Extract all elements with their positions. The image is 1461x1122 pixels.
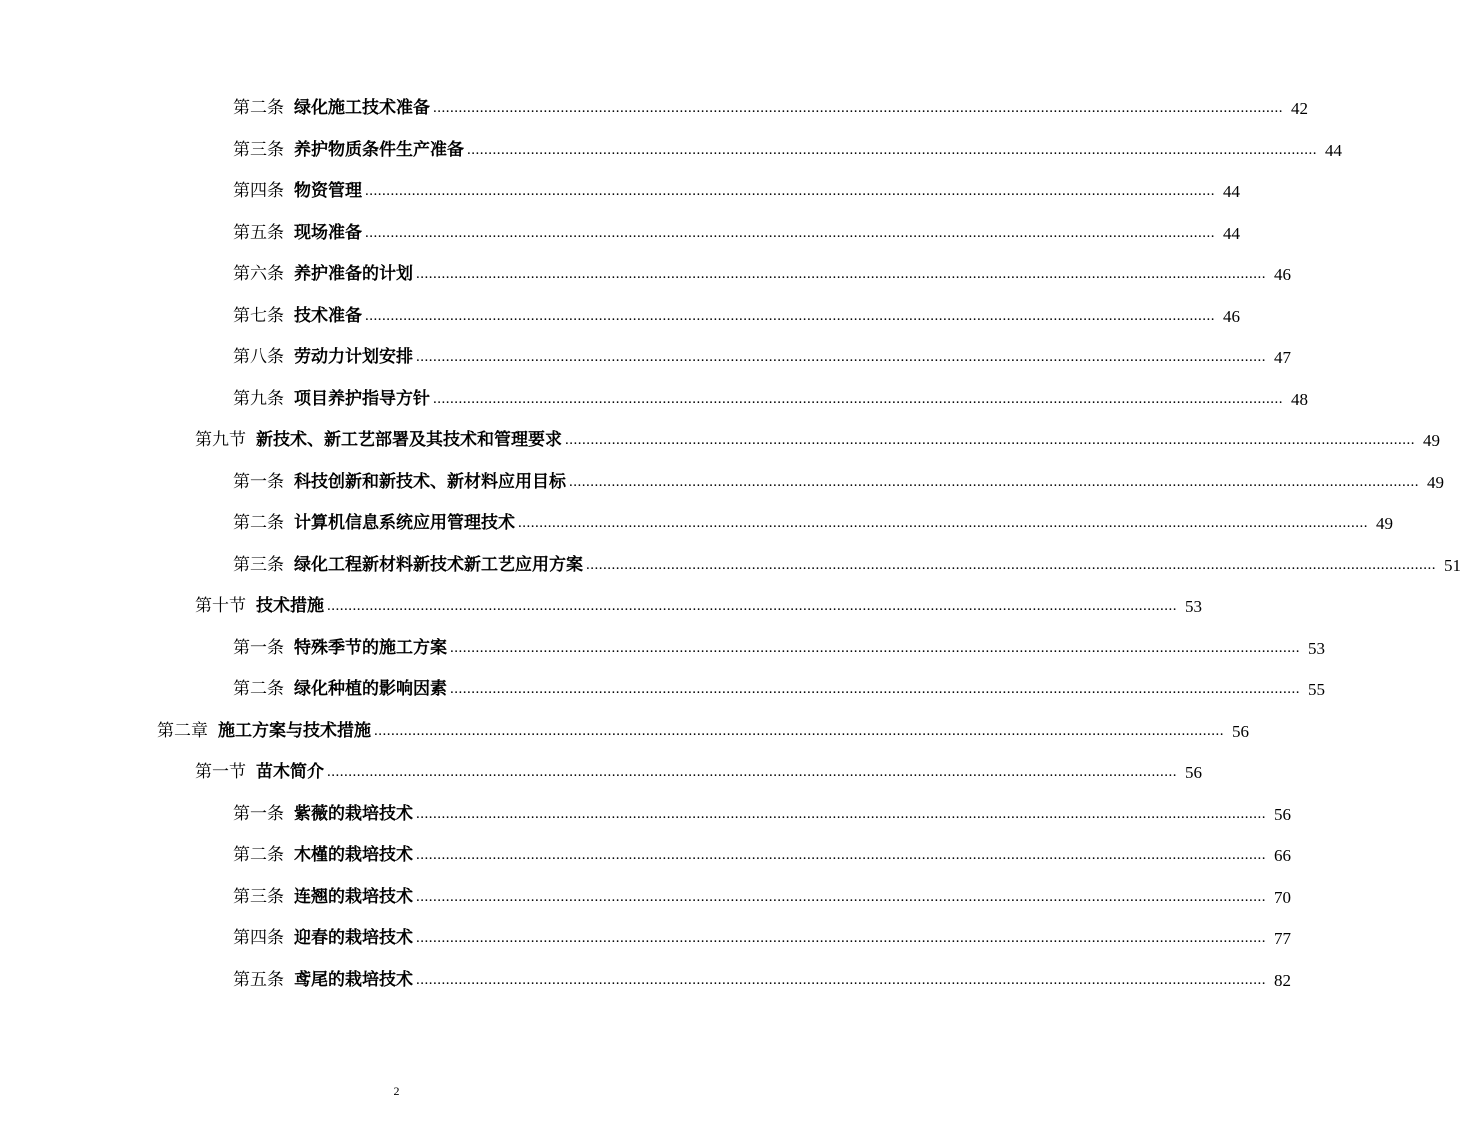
toc-entry-title: 劳动力计划安排 — [294, 347, 413, 367]
dot-leader: ........................................................................................................................................................................................................ — [365, 224, 1215, 241]
dot-leader: ........................................................................................................................................................................................................ — [416, 266, 1266, 282]
toc-entry-number: 第六条 — [233, 264, 284, 284]
toc-entry[interactable] — [0, 586, 1202, 628]
dot-leader: ........................................................................................................................................................................................................ — [518, 515, 1368, 531]
dot-leader: ........................................................................................................................................................................................................ — [433, 390, 1283, 407]
toc-entry[interactable] — [0, 88, 1308, 130]
dot-leader: ........................................................................................................................................................................................................ — [565, 432, 1415, 448]
toc-entry-page: 49 — [1427, 472, 1444, 492]
dot-leader: ........................................................................................................................................................................................................ — [327, 598, 1177, 614]
toc-entry-number: 第九节 — [195, 430, 246, 450]
toc-entry-page: 49 — [1423, 431, 1440, 450]
dot-leader: ........................................................................................................................................................................................................ — [416, 971, 1266, 988]
toc-entry[interactable] — [0, 960, 1291, 1002]
toc-entry-page: 51 — [1444, 555, 1461, 575]
toc-entry[interactable] — [0, 254, 1291, 296]
toc-entry-page: 44 — [1325, 140, 1342, 160]
page-number: 2 — [393, 1084, 400, 1098]
toc-entry-page: 48 — [1291, 389, 1308, 409]
toc-entry[interactable] — [0, 379, 1308, 421]
toc-entry-page: 44 — [1223, 182, 1240, 201]
toc-entry-title: 特殊季节的施工方案 — [294, 637, 447, 658]
toc-entry[interactable] — [0, 628, 1325, 670]
dot-leader: ........................................................................................................................................................................................................ — [416, 888, 1266, 905]
toc-entry-number: 第二条 — [233, 679, 284, 699]
toc-entry-page: 82 — [1274, 970, 1291, 990]
toc-entry-page: 49 — [1376, 514, 1393, 533]
toc-entry-number: 第三条 — [233, 886, 284, 907]
toc-entry-page: 70 — [1274, 887, 1291, 907]
dot-leader: ........................................................................................................................................................................................................ — [365, 183, 1215, 199]
toc-entry-title: 项目养护指导方针 — [294, 388, 430, 409]
toc-entry-page: 56 — [1232, 721, 1249, 741]
toc-entry-number: 第十节 — [195, 596, 246, 616]
toc-entry-title: 苗木简介 — [256, 762, 324, 782]
toc-entry-page: 47 — [1274, 348, 1291, 367]
dot-leader: ........................................................................................................................................................................................................ — [450, 639, 1300, 656]
toc-entry-page: 66 — [1274, 846, 1291, 865]
toc-entry-title: 现场准备 — [294, 222, 362, 243]
toc-entry-number: 第二章 — [157, 720, 208, 741]
table-of-contents — [0, 88, 1461, 1001]
toc-entry-title: 紫薇的栽培技术 — [294, 803, 413, 824]
toc-entry-page: 46 — [1223, 306, 1240, 326]
toc-entry-number: 第八条 — [233, 347, 284, 367]
toc-entry-number: 第五条 — [233, 969, 284, 990]
toc-entry-number: 第二条 — [233, 845, 284, 865]
toc-entry-title: 计算机信息系统应用管理技术 — [294, 513, 515, 533]
toc-entry[interactable] — [0, 337, 1291, 379]
toc-entry-title: 科技创新和新技术、新材料应用目标 — [294, 471, 566, 492]
dot-leader: ........................................................................................................................................................................................................ — [374, 722, 1224, 739]
dot-leader: ........................................................................................................................................................................................................ — [416, 847, 1266, 863]
toc-entry-title: 鸢尾的栽培技术 — [294, 969, 413, 990]
dot-leader: ........................................................................................................................................................................................................ — [416, 930, 1266, 946]
toc-entry-number: 第五条 — [233, 222, 284, 243]
toc-entry[interactable] — [0, 503, 1393, 545]
toc-entry-number: 第二条 — [233, 98, 284, 118]
toc-entry[interactable] — [0, 462, 1444, 504]
toc-entry-title: 施工方案与技术措施 — [218, 720, 371, 741]
toc-entry-title: 技术措施 — [256, 596, 324, 616]
toc-entry-number: 第九条 — [233, 388, 284, 409]
toc-entry[interactable] — [0, 752, 1202, 794]
toc-entry-page: 55 — [1308, 680, 1325, 699]
toc-entry-number: 第三条 — [233, 139, 284, 160]
dot-leader: ........................................................................................................................................................................................................ — [416, 805, 1266, 822]
dot-leader: ........................................................................................................................................................................................................ — [416, 349, 1266, 365]
toc-entry-number: 第二条 — [233, 513, 284, 533]
toc-entry[interactable] — [0, 669, 1325, 711]
toc-entry-page: 46 — [1274, 265, 1291, 284]
toc-entry-page: 53 — [1308, 638, 1325, 658]
toc-entry-title: 木槿的栽培技术 — [294, 845, 413, 865]
dot-leader: ........................................................................................................................................................................................................ — [467, 141, 1317, 158]
toc-entry-page: 77 — [1274, 929, 1291, 948]
dot-leader: ........................................................................................................................................................................................................ — [586, 556, 1436, 573]
dot-leader: ........................................................................................................................................................................................................ — [365, 307, 1215, 324]
toc-entry-page: 53 — [1185, 597, 1202, 616]
toc-entry[interactable] — [0, 877, 1291, 919]
toc-entry-page: 44 — [1223, 223, 1240, 243]
toc-entry-number: 第一条 — [233, 637, 284, 658]
toc-entry-page: 42 — [1291, 99, 1308, 118]
toc-entry[interactable] — [0, 213, 1240, 255]
toc-entry-title: 新技术、新工艺部署及其技术和管理要求 — [256, 430, 562, 450]
toc-entry[interactable] — [0, 296, 1240, 338]
toc-entry-number: 第七条 — [233, 305, 284, 326]
toc-entry[interactable] — [0, 711, 1249, 753]
toc-entry[interactable] — [0, 918, 1291, 960]
toc-entry-number: 第四条 — [233, 928, 284, 948]
toc-entry[interactable] — [0, 835, 1291, 877]
toc-entry-page: 56 — [1185, 763, 1202, 782]
toc-entry-title: 技术准备 — [294, 305, 362, 326]
toc-entry-title: 养护物质条件生产准备 — [294, 139, 464, 160]
toc-entry[interactable] — [0, 130, 1342, 172]
toc-entry[interactable] — [0, 545, 1461, 587]
toc-entry-number: 第一节 — [195, 762, 246, 782]
dot-leader: ........................................................................................................................................................................................................ — [569, 473, 1419, 490]
toc-entry[interactable] — [0, 420, 1440, 462]
toc-entry-number: 第一条 — [233, 471, 284, 492]
dot-leader: ........................................................................................................................................................................................................ — [450, 681, 1300, 697]
dot-leader: ........................................................................................................................................................................................................ — [327, 764, 1177, 780]
toc-entry-title: 连翘的栽培技术 — [294, 886, 413, 907]
toc-entry[interactable] — [0, 794, 1291, 836]
toc-entry-title: 绿化种植的影响因素 — [294, 679, 447, 699]
toc-entry-number: 第一条 — [233, 803, 284, 824]
dot-leader: ........................................................................................................................................................................................................ — [433, 100, 1283, 116]
toc-entry-title: 养护准备的计划 — [294, 264, 413, 284]
toc-entry-number: 第三条 — [233, 554, 284, 575]
toc-entry-title: 物资管理 — [294, 181, 362, 201]
toc-entry-number: 第四条 — [233, 181, 284, 201]
toc-entry-title: 绿化施工技术准备 — [294, 98, 430, 118]
toc-entry-title: 绿化工程新材料新技术新工艺应用方案 — [294, 554, 583, 575]
toc-entry-title: 迎春的栽培技术 — [294, 928, 413, 948]
toc-entry[interactable] — [0, 171, 1240, 213]
toc-entry-page: 56 — [1274, 804, 1291, 824]
